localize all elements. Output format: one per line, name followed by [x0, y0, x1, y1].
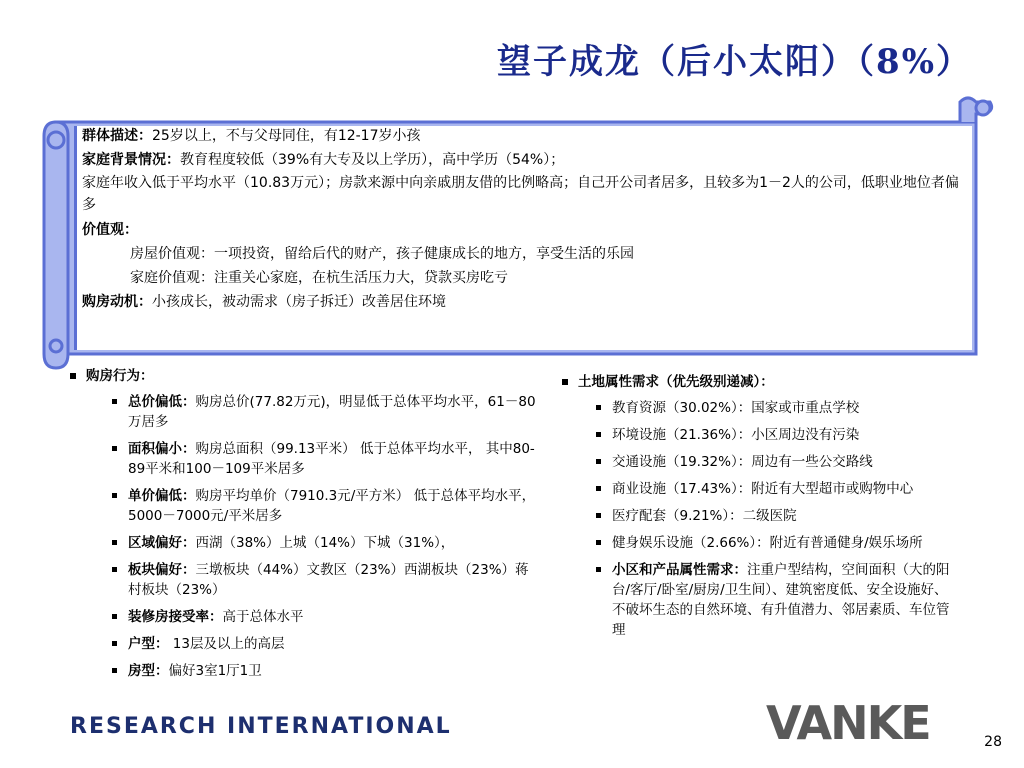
- family-value: 家庭价值观：注重关心家庭，在杭生活压力大，贷款买房吃亏: [130, 270, 508, 286]
- purchase-behavior-column: [68, 366, 558, 688]
- page-title: 望子成龙（后小太阳）（8%）: [497, 42, 972, 82]
- list-item: 户型： 13层及以上的高层: [110, 634, 540, 654]
- purchase-behavior-heading: 购房行为：: [68, 366, 558, 386]
- house-value: 房屋价值观：一项投资，留给后代的财产，孩子健康成长的地方，享受生活的乐园: [130, 246, 634, 262]
- vanke-logo: VANKE: [766, 696, 930, 750]
- list-item: 医疗配套（9.21%）：二级医院: [594, 506, 954, 526]
- list-item: 房型：偏好3室1厅1卫: [110, 661, 540, 681]
- list-item: 面积偏小：购房总面积（99.13平米） 低于总体平均水平， 其中80-89平米和100－109平米居多: [110, 439, 540, 479]
- list-item: 教育资源（30.02%）：国家或市重点学校: [594, 398, 954, 418]
- group-description: 群体描述：25岁以上，不与父母同住，有12-17岁小孩: [82, 128, 421, 144]
- list-item: 装修房接受率：高于总体水平: [110, 607, 540, 627]
- list-item: 小区和产品属性需求：注重户型结构，空间面积（大的阳台/客厅/卧室/厨房/卫生间）、建筑密度低、安全设施好、不破坏生态的自然环境、有升值潜力、邻居素质、车位管理: [594, 560, 954, 640]
- income-text: 家庭年收入低于平均水平（10.83万元）；房款来源中向亲戚朋友借的比例略高；自己开公司者居多，且较多为1－2人的公司，低职业地位者偏多: [82, 175, 959, 213]
- list-item: 商业设施（17.43%）：附近有大型超市或购物中心: [594, 479, 954, 499]
- list-item: 单价偏低：购房平均单价（7910.3元/平方米） 低于总体平均水平，5000－7000元/平米居多: [110, 486, 540, 526]
- purchase-motive: 购房动机：小孩成长，被动需求（房子拆迁）改善居住环境: [82, 294, 446, 310]
- land-attribute-column: [560, 372, 970, 647]
- family-background: 家庭背景情况：教育程度较低（39%有大专及以上学历），高中学历（54%）；: [82, 152, 565, 168]
- land-attribute-list: [560, 398, 970, 640]
- list-item: 板块偏好：三墩板块（44%）文教区（23%）西湖板块（23%）蒋村板块（23%）: [110, 560, 540, 600]
- list-item: 环境设施（21.36%）：小区周边没有污染: [594, 425, 954, 445]
- page-number: 28: [984, 734, 1002, 750]
- list-item: 总价偏低：购房总价(77.82万元)，明显低于总体平均水平，61－80万居多: [110, 392, 540, 432]
- values-label: 价值观：: [82, 222, 138, 238]
- list-item: 区域偏好：西湖（38%）上城（14%）下城（31%），: [110, 533, 540, 553]
- land-attribute-heading: 土地属性需求（优先级别递减）：: [560, 372, 970, 392]
- purchase-behavior-list: [68, 392, 558, 681]
- list-item: 健身娱乐设施（2.66%）：附近有普通健身/娱乐场所: [594, 533, 954, 553]
- list-item: 交通设施（19.32%）：周边有一些公交路线: [594, 452, 954, 472]
- scroll-content: [82, 124, 972, 314]
- research-international-logo: RESEARCH INTERNATIONAL: [70, 714, 452, 739]
